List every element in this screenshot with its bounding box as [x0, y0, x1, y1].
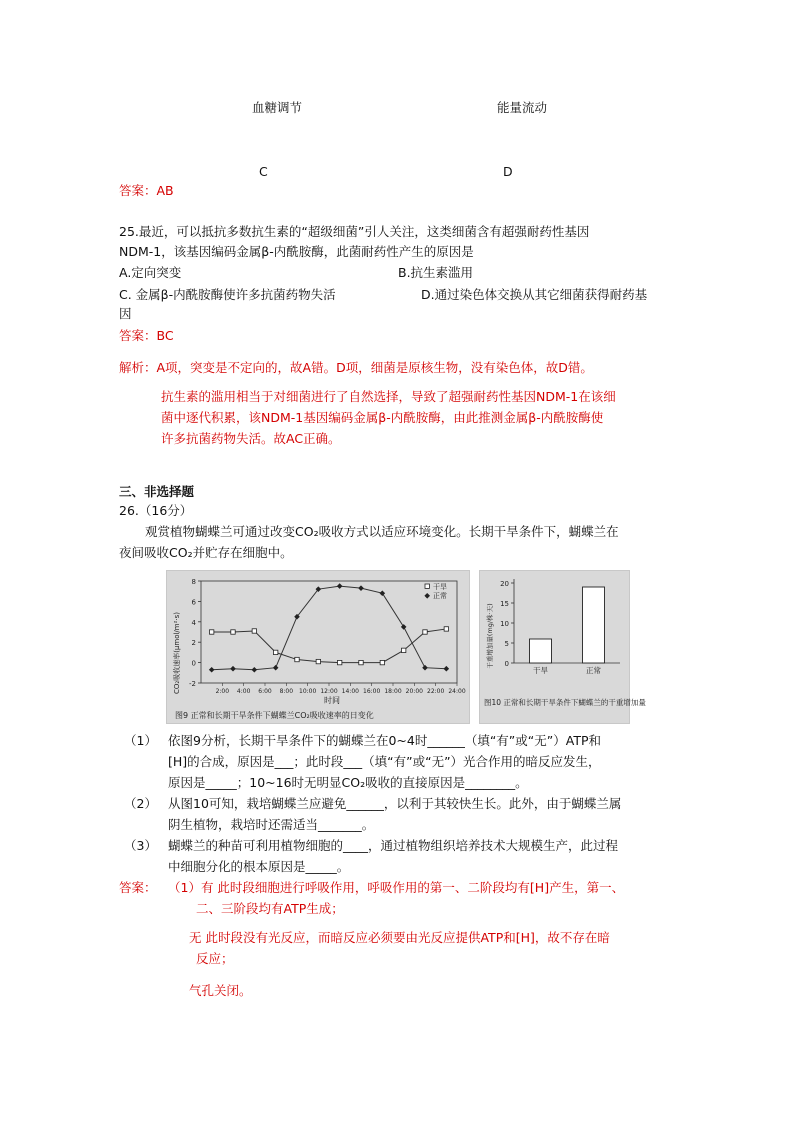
figure-9-point-drought [252, 629, 256, 633]
figure-10-y-axis-label: 干重增加量(mg/株·天) [486, 603, 494, 669]
figure-9-caption: 图9 正常和长期干旱条件下蝴蝶兰CO₂吸收速率的日变化 [175, 711, 374, 720]
figure-9-point-drought [380, 660, 384, 664]
figure-9-point-drought [423, 630, 427, 634]
figure-10-bar-chart [479, 570, 646, 724]
answer-q25: 答案：BC [119, 328, 174, 343]
answer-q26-part2-line1: 无 此时段没有光反应，而暗反应必须要由光反应提供ATP和[H]，故不存在暗 [189, 930, 610, 945]
q2-line2: 阴生植物，栽培时还需适当_______。 [168, 817, 375, 832]
figure-9-x-tick-label: 12:00 [320, 688, 338, 695]
answer-q26-part2-line2: 反应； [196, 951, 234, 966]
figure-9-point-drought [273, 650, 277, 654]
figure-9-point-normal [422, 665, 428, 671]
q25-stem-line1: 25.最近，可以抵抗多数抗生素的“超级细菌”引人关注，这类细菌含有超强耐药性基因 [119, 224, 590, 239]
figure-9-point-drought [231, 630, 235, 634]
q2-line1: 从图10可知，栽培蝴蝶兰应避免______，以利于其较快生长。此外，由于蝴蝶兰属 [168, 796, 622, 811]
figure-9-legend-marker-drought [425, 584, 429, 588]
figure-9-line-chart [166, 570, 470, 724]
figure-9-y-tick-label: 4 [191, 618, 196, 627]
answer-q24: 答案：AB [119, 183, 174, 198]
q1-line2: [H]的合成，原因是___；此时段___（填“有”或“无”）光合作用的暗反应发生， [168, 754, 601, 769]
figure-9-x-tick-label: 6:00 [258, 688, 272, 695]
q1-line1: 依图9分析，长期干旱条件下的蝴蝶兰在0~4时______（填“有”或“无”）ATP和 [168, 733, 601, 748]
figure-9-point-drought [337, 660, 341, 664]
q26-intro-line2: 夜间吸收CO₂并贮存在细胞中。 [119, 545, 293, 560]
q3-line1: 蝴蝶兰的种苗可利用植物细胞的____，通过植物组织培养技术大规模生产，此过程 [168, 838, 619, 853]
figure-9-x-tick-label: 24:00 [448, 688, 466, 695]
figure-9-point-drought [316, 659, 320, 663]
q25-analysis-p2-line2: 菌中逐代积累，该NDM-1基因编码金属β-内酰胺酶，由此推测金属β-内酰胺酶使 [161, 410, 604, 425]
figure-9-x-tick-label: 14:00 [341, 688, 359, 695]
figure-9-point-normal [209, 667, 215, 673]
figure-9-point-normal [358, 585, 364, 591]
figure-10-x-tick-label: 干旱 [533, 666, 548, 675]
figure-9-point-drought [359, 660, 363, 664]
figure-9-point-normal [273, 665, 279, 671]
figure-9-y-tick-label: -2 [189, 680, 196, 688]
figure-9-series-line-drought [212, 629, 447, 663]
q25-analysis-line1: 解析：A项，突变是不定向的，故A错。D项，细菌是原核生物，没有染色体，故D错。 [119, 360, 593, 375]
figure-9-x-tick-label: 22:00 [427, 688, 445, 695]
q1-number: （1） [124, 733, 157, 748]
figure-9-x-tick-label: 8:00 [279, 688, 294, 695]
q25-analysis-p2-line1: 抗生素的滥用相当于对细菌进行了自然选择，导致了超强耐药性基因NDM-1在该细 [161, 389, 616, 404]
figure-9-point-drought [401, 648, 405, 652]
q25-option-d: D.通过染色体交换从其它细菌获得耐药基 [421, 287, 648, 302]
figure-9-x-tick-label: 20:00 [405, 688, 423, 695]
q3-line2: 中细胞分化的根本原因是_____。 [168, 859, 350, 874]
q25-option-a: A.定向突变 [119, 265, 182, 280]
figure-9-x-tick-label: 4:00 [236, 688, 251, 695]
figure-9-y-tick-label: 2 [191, 639, 196, 648]
q25-option-d-continued: 因 [119, 306, 132, 321]
figure-9-series-line-normal [212, 586, 447, 670]
option-c-letter: C [259, 164, 268, 179]
figure-9-point-normal [337, 583, 343, 589]
figure-10-svg [480, 571, 646, 723]
label-blood-sugar: 血糖调节 [252, 100, 303, 115]
section-title: 三、非选择题 [119, 484, 195, 499]
figure-10-caption: 图10 正常和长期干旱条件下蝴蝶兰的干重增加量 [484, 698, 646, 707]
figure-10-y-tick-label: 0 [504, 660, 509, 668]
q3-number: （3） [124, 838, 157, 853]
q25-option-c: C. 金属β-内酰胺酶使许多抗菌药物失活 [119, 287, 336, 302]
q1-line3: 原因是_____；10~16时无明显CO₂吸收的直接原因是________。 [168, 775, 528, 790]
figure-9-point-normal [401, 624, 407, 630]
figure-9-point-normal [444, 666, 450, 672]
answer-q26-part1-line2: 二、三阶段均有ATP生成； [196, 901, 344, 916]
figure-10-bar-drought [530, 639, 552, 663]
figure-9-y-tick-label: 6 [191, 598, 196, 607]
q25-analysis-p2-line3: 许多抗菌药物失活。故AC正确。 [161, 431, 341, 446]
q2-number: （2） [124, 796, 157, 811]
figure-10-y-tick-label: 10 [500, 620, 509, 628]
figure-9-legend-label-drought: 干旱 [433, 583, 447, 591]
figure-9-legend-marker-normal [424, 593, 430, 599]
figure-10-bar-normal [583, 587, 605, 663]
figure-9-y-tick-label: 8 [191, 578, 196, 586]
figure-9-point-drought [209, 630, 213, 634]
figure-9-svg [167, 571, 469, 723]
q25-option-b: B.抗生素滥用 [398, 265, 474, 280]
answer-q26-part1-line1: （1）有 此时段细胞进行呼吸作用，呼吸作用的第一、二阶段均有[H]产生，第一、 [168, 880, 625, 895]
figure-9-point-normal [380, 590, 386, 596]
figure-10-y-tick-label: 20 [500, 580, 509, 588]
answer-q26-label: 答案： [119, 880, 157, 895]
figure-10-y-tick-label: 15 [500, 600, 509, 608]
figure-10-x-tick-label: 正常 [586, 666, 601, 675]
figure-9-x-tick-label: 16:00 [363, 688, 381, 695]
q26-intro-line1: 观赏植物蝴蝶兰可通过改变CO₂吸收方式以适应环境变化。长期干旱条件下，蝴蝶兰在 [145, 524, 619, 539]
figure-9-point-drought [444, 627, 448, 631]
figure-10-y-tick-label: 5 [504, 640, 509, 648]
figure-9-point-drought [295, 657, 299, 661]
figure-9-y-axis-label: CO₂吸收速率(μmol/m²·s) [173, 611, 181, 695]
option-d-letter: D [503, 164, 513, 179]
figure-9-point-normal [230, 666, 236, 672]
answer-q26-part3: 气孔关闭。 [189, 983, 252, 998]
figure-9-point-normal [252, 667, 258, 673]
figure-9-y-tick-label: 0 [191, 659, 196, 668]
q26-heading: 26.（16分） [119, 503, 193, 518]
q25-stem-line2: NDM-1，该基因编码金属β-内酰胺酶，此菌耐药性产生的原因是 [119, 244, 474, 259]
figure-9-legend-label-normal: 正常 [433, 592, 447, 600]
figure-9-x-axis-label: 时间 [324, 696, 340, 705]
figure-9-x-tick-label: 10:00 [299, 688, 317, 695]
figure-9-x-tick-label: 2:00 [215, 688, 230, 695]
label-energy-flow: 能量流动 [497, 100, 548, 115]
figure-9-x-tick-label: 18:00 [384, 688, 402, 695]
